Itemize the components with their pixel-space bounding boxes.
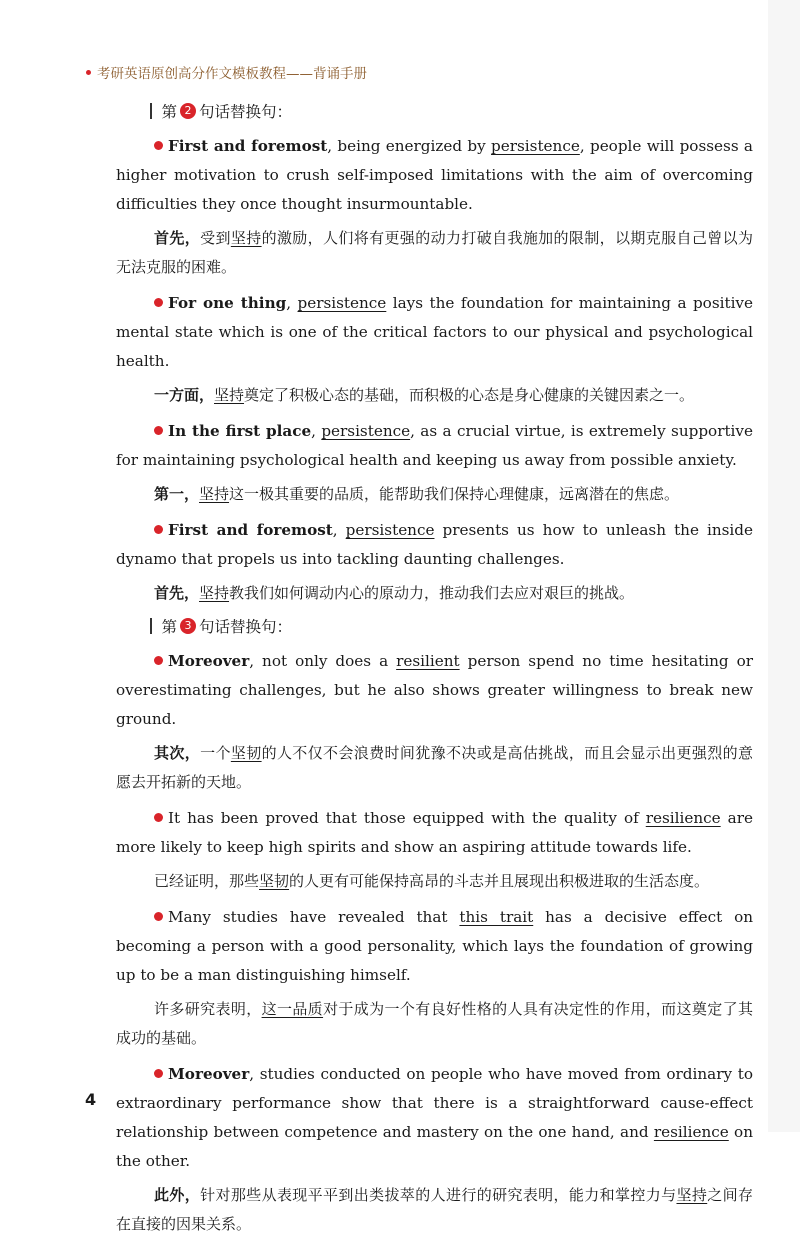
chinese-translation: 此外，针对那些从表现平平到出类拔萃的人进行的研究表明，能力和掌控力与坚持之间存在直接的因果关系。 [116, 1186, 753, 1233]
english-sentence: First and foremost, persistence presents us how to unleash the inside dynamo that propels us into tackling daunting challenges. [116, 521, 754, 568]
bullet-dot-icon [154, 141, 163, 150]
chinese-translation: 首先，坚持教我们如何调动内心的原动力，推动我们去应对艰巨的挑战。 [154, 584, 635, 602]
chinese-translation: 许多研究表明，这一品质对于成为一个有良好性格的人具有决定性的作用，而这奠定了其成功的基础。 [116, 1000, 753, 1047]
section-number-badge: 3 [180, 618, 196, 634]
running-header [86, 62, 367, 82]
section-bar [150, 618, 152, 634]
english-sentence: In the first place, persistence, as a crucial virtue, is extremely supportive for maintaining psychological health and keeping us away from possible anxiety. [116, 422, 753, 469]
english-sentence: Moreover, not only does a resilient person spend no time hesitating or overestimating challenges, but he also shows greater willingness to break new ground. [116, 652, 753, 728]
english-sentence: Many studies have revealed that this trait has a decisive effect on becoming a person with a good personality, which lays the foundation of growing up to be a man distinguishing himself. [116, 908, 754, 984]
section-bar [150, 103, 152, 119]
bullet-dot-icon [154, 525, 163, 534]
section-heading: 第 2 句话替换句： [150, 100, 753, 122]
content [116, 96, 753, 1246]
bullet-dot-icon [154, 813, 163, 822]
bullet-dot-icon [154, 656, 163, 665]
english-sentence: For one thing, persistence lays the foundation for maintaining a positive mental state which is one of the critical factors to our physical and psychological health. [116, 294, 753, 370]
chinese-translation: 其次，一个坚韧的人不仅不会浪费时间犹豫不决或是高估挑战，而且会显示出更强烈的意愿去开拓新的天地。 [116, 744, 753, 791]
english-sentence: It has been proved that those equipped with the quality of resilience are more likely to keep high spirits and show an aspiring attitude towards life. [116, 809, 753, 856]
header-dot-icon [86, 70, 91, 75]
section-heading: 第 3 句话替换句： [150, 615, 753, 637]
bullet-dot-icon [154, 1069, 163, 1078]
page-edge [768, 0, 800, 1132]
bullet-dot-icon [154, 298, 163, 307]
english-sentence: Moreover, studies conducted on people who have moved from ordinary to extraordinary performance show that there is a straightforward cause-effect relationship between competence and mastery on the one hand, and resilience on the other. [116, 1065, 753, 1170]
chinese-translation: 首先，受到坚持的激励，人们将有更强的动力打破自我施加的限制，以期克服自己曾以为无法克服的困难。 [116, 229, 753, 276]
section-number-badge: 2 [180, 103, 196, 119]
chinese-translation: 第一，坚持这一极其重要的品质，能帮助我们保持心理健康，远离潜在的焦虑。 [154, 485, 680, 503]
chinese-translation: 一方面，坚持奠定了积极心态的基础，而积极的心态是身心健康的关键因素之一。 [154, 386, 695, 404]
english-sentence: First and foremost, being energized by persistence, people will possess a higher motivation to crush self-imposed limitations with the aim of overcoming difficulties they once thought insurmountable. [116, 137, 753, 213]
bullet-dot-icon [154, 426, 163, 435]
page-number: 4 [85, 1090, 97, 1109]
bullet-dot-icon [154, 912, 163, 921]
header-title: 考研英语原创高分作文模板教程——背诵手册 [97, 66, 367, 82]
chinese-translation: 已经证明，那些坚韧的人更有可能保持高昂的斗志并且展现出积极进取的生活态度。 [154, 872, 710, 890]
